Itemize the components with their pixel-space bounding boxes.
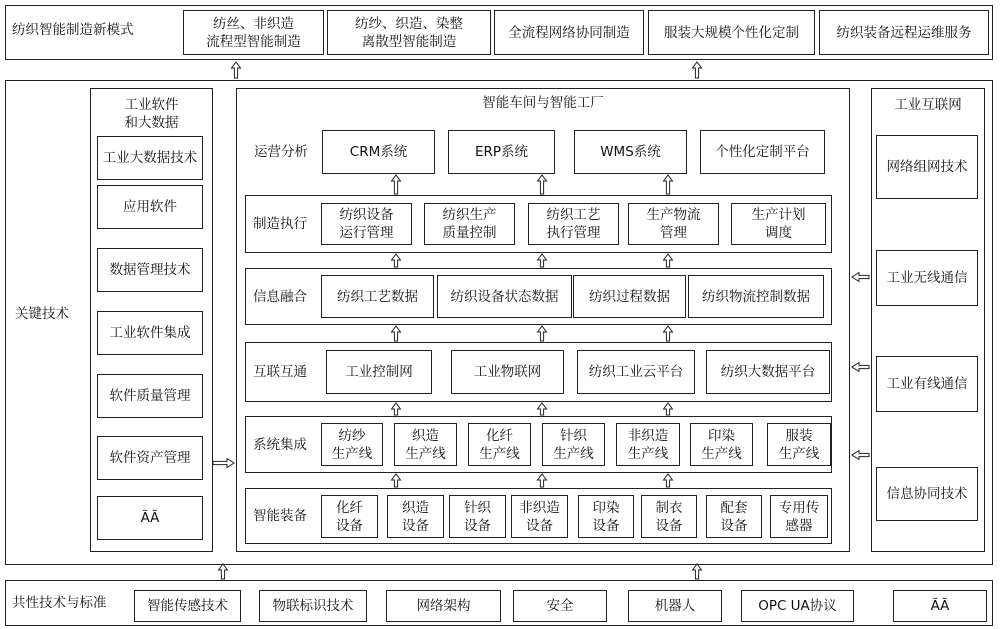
layer-item: 纺织过程数据	[573, 275, 686, 318]
layer-item: 配套 设备	[706, 495, 762, 538]
bottom-item: 网络架构	[386, 590, 501, 622]
layer-item: 化纤 生产线	[468, 423, 531, 466]
layer-item: 织造 设备	[387, 495, 444, 538]
layer-item: 服装 生产线	[767, 423, 831, 466]
software-title: 工业软件 和大数据	[124, 97, 179, 131]
layer-name: 制造执行	[253, 216, 307, 232]
bottom-item: 智能传感技术	[134, 590, 241, 622]
layer-name: 系统集成	[253, 436, 307, 453]
up-arrow	[693, 564, 702, 579]
top-item: 纺纱、织造、染整 离散型智能制造	[327, 10, 491, 55]
top-item: 全流程网络协同制造	[494, 10, 644, 55]
internet-item: 网络组网技术	[876, 135, 978, 199]
bottom-item: 物联标识技术	[259, 590, 367, 622]
bottom-item: ÃÃ	[893, 590, 987, 622]
software-item: 软件资产管理	[97, 436, 203, 480]
software-item: 工业软件集成	[97, 311, 203, 355]
software-item: 工业大数据技术	[97, 136, 203, 180]
bottom-item: OPC UA协议	[741, 590, 854, 622]
top-item: 纺丝、非织造 流程型智能制造	[183, 10, 324, 55]
layer-item: 生产计划 调度	[731, 203, 826, 245]
software-item: 应用软件	[97, 185, 203, 229]
layer-item: 纺纱 生产线	[321, 423, 383, 466]
layer-item: 纺织物流控制数据	[688, 275, 824, 318]
software-item: ÃÃ	[97, 496, 203, 540]
internet-title: 工业互联网	[894, 97, 962, 113]
layer-item: 纺织生产 质量控制	[424, 203, 515, 245]
layer-item: WMS系统	[574, 130, 687, 174]
layer-item: 织造 生产线	[394, 423, 457, 466]
layer-item: 印染 设备	[578, 495, 634, 538]
top-item: 纺织装备远程运维服务	[819, 10, 989, 55]
up-arrow	[232, 62, 241, 78]
internet-item: 工业有线通信	[876, 356, 978, 412]
layer-item: 非织造 设备	[511, 495, 568, 538]
layer-item: 纺织设备 运行管理	[321, 203, 412, 245]
bottom-item: 机器人	[628, 590, 722, 622]
layer-name: 运营分析	[254, 144, 308, 160]
layer-item: 专用传 感器	[770, 495, 828, 538]
layer-item: 纺织工艺数据	[321, 275, 434, 318]
bottom-title: 共性技术与标准	[12, 595, 107, 611]
factory-title: 智能车间与智能工厂	[482, 95, 604, 111]
layer-name: 智能装备	[253, 508, 307, 524]
bottom-item: 安全	[513, 590, 607, 622]
top-item: 服装大规模个性化定制	[648, 10, 815, 55]
layer-item: 工业控制网	[326, 350, 432, 394]
layer-item: 针织 设备	[449, 495, 506, 538]
layer-item: 生产物流 管理	[628, 203, 719, 245]
layer-item: 工业物联网	[451, 350, 564, 394]
layer-item: 纺织设备状态数据	[437, 275, 572, 318]
layer-item: 印染 生产线	[690, 423, 753, 466]
layer-item: 制衣 设备	[641, 495, 697, 538]
layer-item: CRM系统	[322, 130, 435, 174]
layer-item: ERP系统	[448, 130, 555, 174]
layer-item: 纺织大数据平台	[706, 350, 830, 394]
key-tech-label: 关键技术	[15, 306, 69, 322]
layer-item: 纺织工业云平台	[577, 350, 695, 394]
layer-item: 化纤 设备	[321, 495, 378, 538]
up-arrow	[693, 62, 702, 78]
layer-name: 信息融合	[253, 288, 307, 305]
up-arrow	[219, 564, 228, 579]
software-item: 数据管理技术	[97, 248, 203, 292]
software-item: 软件质量管理	[97, 374, 203, 418]
layer-item: 针织 生产线	[542, 423, 605, 466]
layer-item: 个性化定制平台	[700, 130, 825, 174]
internet-item: 信息协同技术	[876, 467, 978, 521]
layer-item: 非织造 生产线	[616, 423, 680, 466]
top-title: 纺织智能制造新模式	[12, 22, 134, 38]
layer-name: 互联互通	[253, 364, 307, 380]
layer-item: 纺织工艺 执行管理	[528, 203, 619, 245]
internet-item: 工业无线通信	[876, 250, 978, 306]
